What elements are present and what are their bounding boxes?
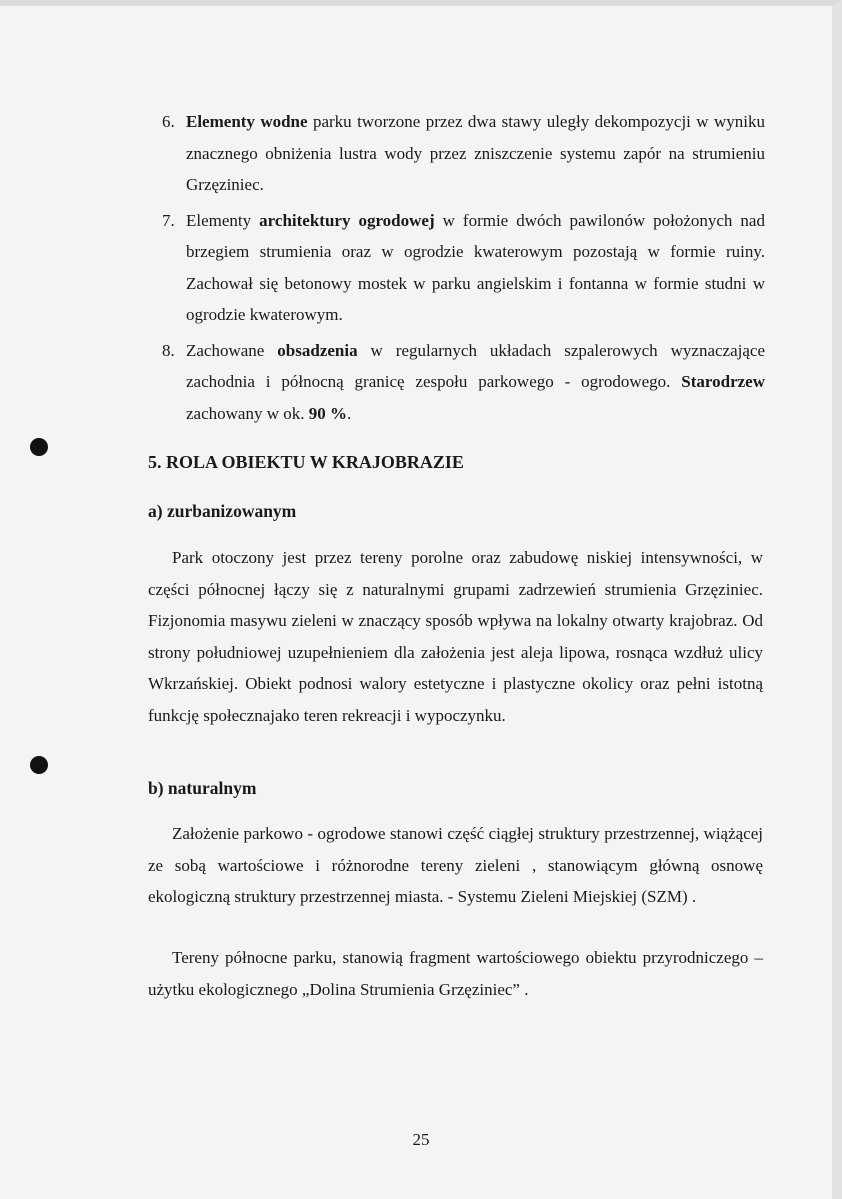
page-number: 25 [412,1130,430,1149]
bold-term: obsadzenia [277,340,358,360]
list-item-8: 8. Zachowane obsadzenia w regularnych układach szpalerowych wyznaczające zachodnia i północną granicę zespołu parkowego - ogrodowego. Starodrzew zachowany w ok. 90 %. [150,335,765,430]
paragraph-natural-2: Tereny północne parku, stanowią fragment wartościowego obiektu przyrodniczego – użytku ekologicznego „Dolina Strumienia Grzęziniec” . [148,948,763,999]
numbered-list [150,106,765,433]
subheading-natural: b) naturalnym [148,778,257,798]
section-title: 5. ROLA OBIEKTU W KRAJOBRAZIE [148,452,464,472]
list-number: 7. [162,210,175,230]
list-number: 8. [162,340,175,360]
bold-term: 90 % [308,403,347,423]
list-item-7: 7. Elementy architektury ogrodowej w formie dwóch pawilonów położonych nad brzegiem strumienia oraz w ogrodzie kwaterowym pozostają w formie ruiny. Zachował się betonowy mostek w parku angielskim i fontanna w formie studni w ogrodzie kwaterowym. [150,205,765,331]
list-item-6: 6. Elementy wodne parku tworzone przez dwa stawy uległy dekompozycji w wyniku znacznego obniżenia lustra wody przez zniszczenie systemu zapór na strumieniu Grzęziniec. [150,106,765,201]
bold-term: Starodrzew [681,372,765,391]
paragraph-urban: Park otoczony jest przez tereny porolne oraz zabudowę niskiej intensywności, w części północnej łączy się z naturalnymi grupami zadrzewień strumienia Grzęziniec. Fizjonomia masywu zieleni w znaczący sposób wpływa na lokalny otwarty krajobraz. Od strony południowej uzupełnieniem dla założenia jest aleja lipowa, rosnąca wzdłuż ulicy Wkrzańskiej. Obiekt podnosi walory estetyczne i plastyczne okolicy oraz pełni istotną funkcję społecznajako teren rekreacji i wypoczynku. [148,548,763,725]
subheading-urban: a) zurbanizowanym [148,501,297,521]
bold-term: architektury ogrodowej [259,210,435,230]
paragraph-natural-1: Założenie parkowo - ogrodowe stanowi część ciągłej struktury przestrzennej, wiążącej ze sobą wartościowe i różnorodne tereny zieleni , stanowiącym główną osnowę ekologiczną struktury przestrzennej miasta. - Systemu Zieleni Miejskiej (SZM) . [148,824,763,906]
bold-term: Elementy wodne [186,112,308,131]
punch-hole-icon [30,756,48,774]
punch-hole-icon [30,438,48,456]
list-number: 6. [162,112,175,131]
